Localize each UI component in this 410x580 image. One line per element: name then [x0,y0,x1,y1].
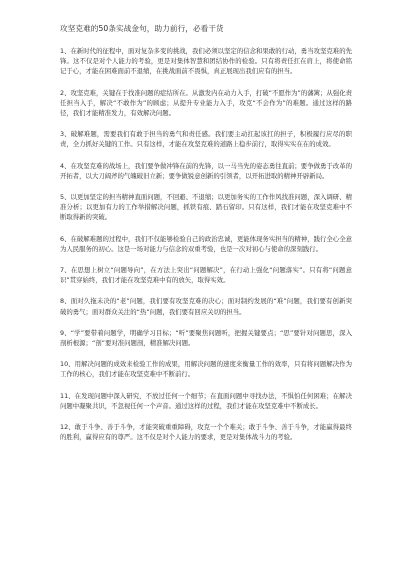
paragraph-3: 3、破解难题，需要我们有敢于担当的勇气和责任感。我们要主动扛起该扛的担子，积极履行应尽的职责，全力抓好关键的工作。只有这样，才能在攻坚克难的道路上稳步前行，取得实实在在的成效。 [60,130,352,149]
paragraph-7: 7、在思想上树立“问题导向”，在方法上突出“问题解决”，在行动上强化“问题落实”。只有将“问题意识”贯穿始终，我们才能在攻坚克难中有的放矢，取得实效。 [60,266,352,285]
document-title: 攻坚克难的50条实战金句，助力前行，必看干货 [60,24,224,33]
paragraph-12: 12、敢于斗争、善于斗争，才能突破重重障碍，攻克一个个难关；敢于斗争、善于斗争，才能赢得最终的胜利，赢得应有的尊严。这不仅是对个人能力的要求，更是对集体战斗力的考验。 [60,423,352,442]
paragraph-8: 8、面对久拖未决的“老”问题，我们要有攻坚克难的决心；面对制约发展的“难”问题，我们要有创新突破的勇气；面对群众关注的“热”问题，我们要有回应关切的担当。 [60,297,352,316]
paragraph-4: 4、在攻坚克难的战场上，我们要争做冲锋在前的先锋，以一马当先的姿态勇往直前；要争做勇于改革的开拓者，以大刀阔斧的气魄破旧立新；要争做锐意创新的引领者，以开拓进取的精神开辟新局。 [60,161,352,180]
paragraph-9: 9、“学”要带着问题学，明确学习目标；“听”要聚焦问题听，把握关键要点；“思”要针对问题思，深入剖析根源；“剖”要对准问题剖，精准解决问题。 [60,328,352,348]
paragraph-1: 1、在新时代的征程中，面对复杂多变的挑战，我们必须以坚定的信念和果敢的行动，勇当攻坚克难的先锋。这不仅是对个人能力的考验，更是对集体智慧和团结协作的检验。只有将责任扛在肩上，将使命铭记于心，才能在困难面前不退缩，在挑战面前不畏惧，真正展现出我们应有的担当。 [60,47,352,76]
paragraph-5: 5、以更加坚定的担当精神直面问题，不回避、不退缩；以更加务实的工作作风找准问题，深入调研、精准分析；以更加有力的工作举措解决问题，抓铁有痕、踏石留印。只有这样，我们才能在攻坚克难中不断取得新的突破。 [60,193,352,222]
paragraph-2: 2、攻坚克难，关键在于找准问题的症结所在。从激发内在动力入手，打破“不愿作为”的藩篱；从强化责任担当入手，解决“不敢作为”的顾虑；从提升专业能力入手，攻克“不会作为”的难题。通过这样的路径，我们才能精准发力，有效解决问题。 [60,88,352,118]
paragraph-6: 6、在破解难题的过程中，我们不仅能够检验自己的政治忠诚，更能体现务实担当的精神，践行全心全意为人民服务的初心。这是一场对能力与信念的双重考验，也是一次对初心与使命的深刻践行。 [60,234,352,253]
paragraph-11: 11、在发现问题中深入研究，不放过任何一个细节；在直面问题中寻找办法，不惧怕任何困难；在解决问题中凝聚共识，不忽视任何一个声音。通过这样的过程，我们才能在攻坚克难中不断成长。 [60,391,352,410]
paragraph-10: 10、用解决问题的成效来检验工作的成果，用解决问题的速度来衡量工作的效率，只有将问题解决作为工作的核心，我们才能在攻坚克难中不断前行。 [60,360,352,379]
